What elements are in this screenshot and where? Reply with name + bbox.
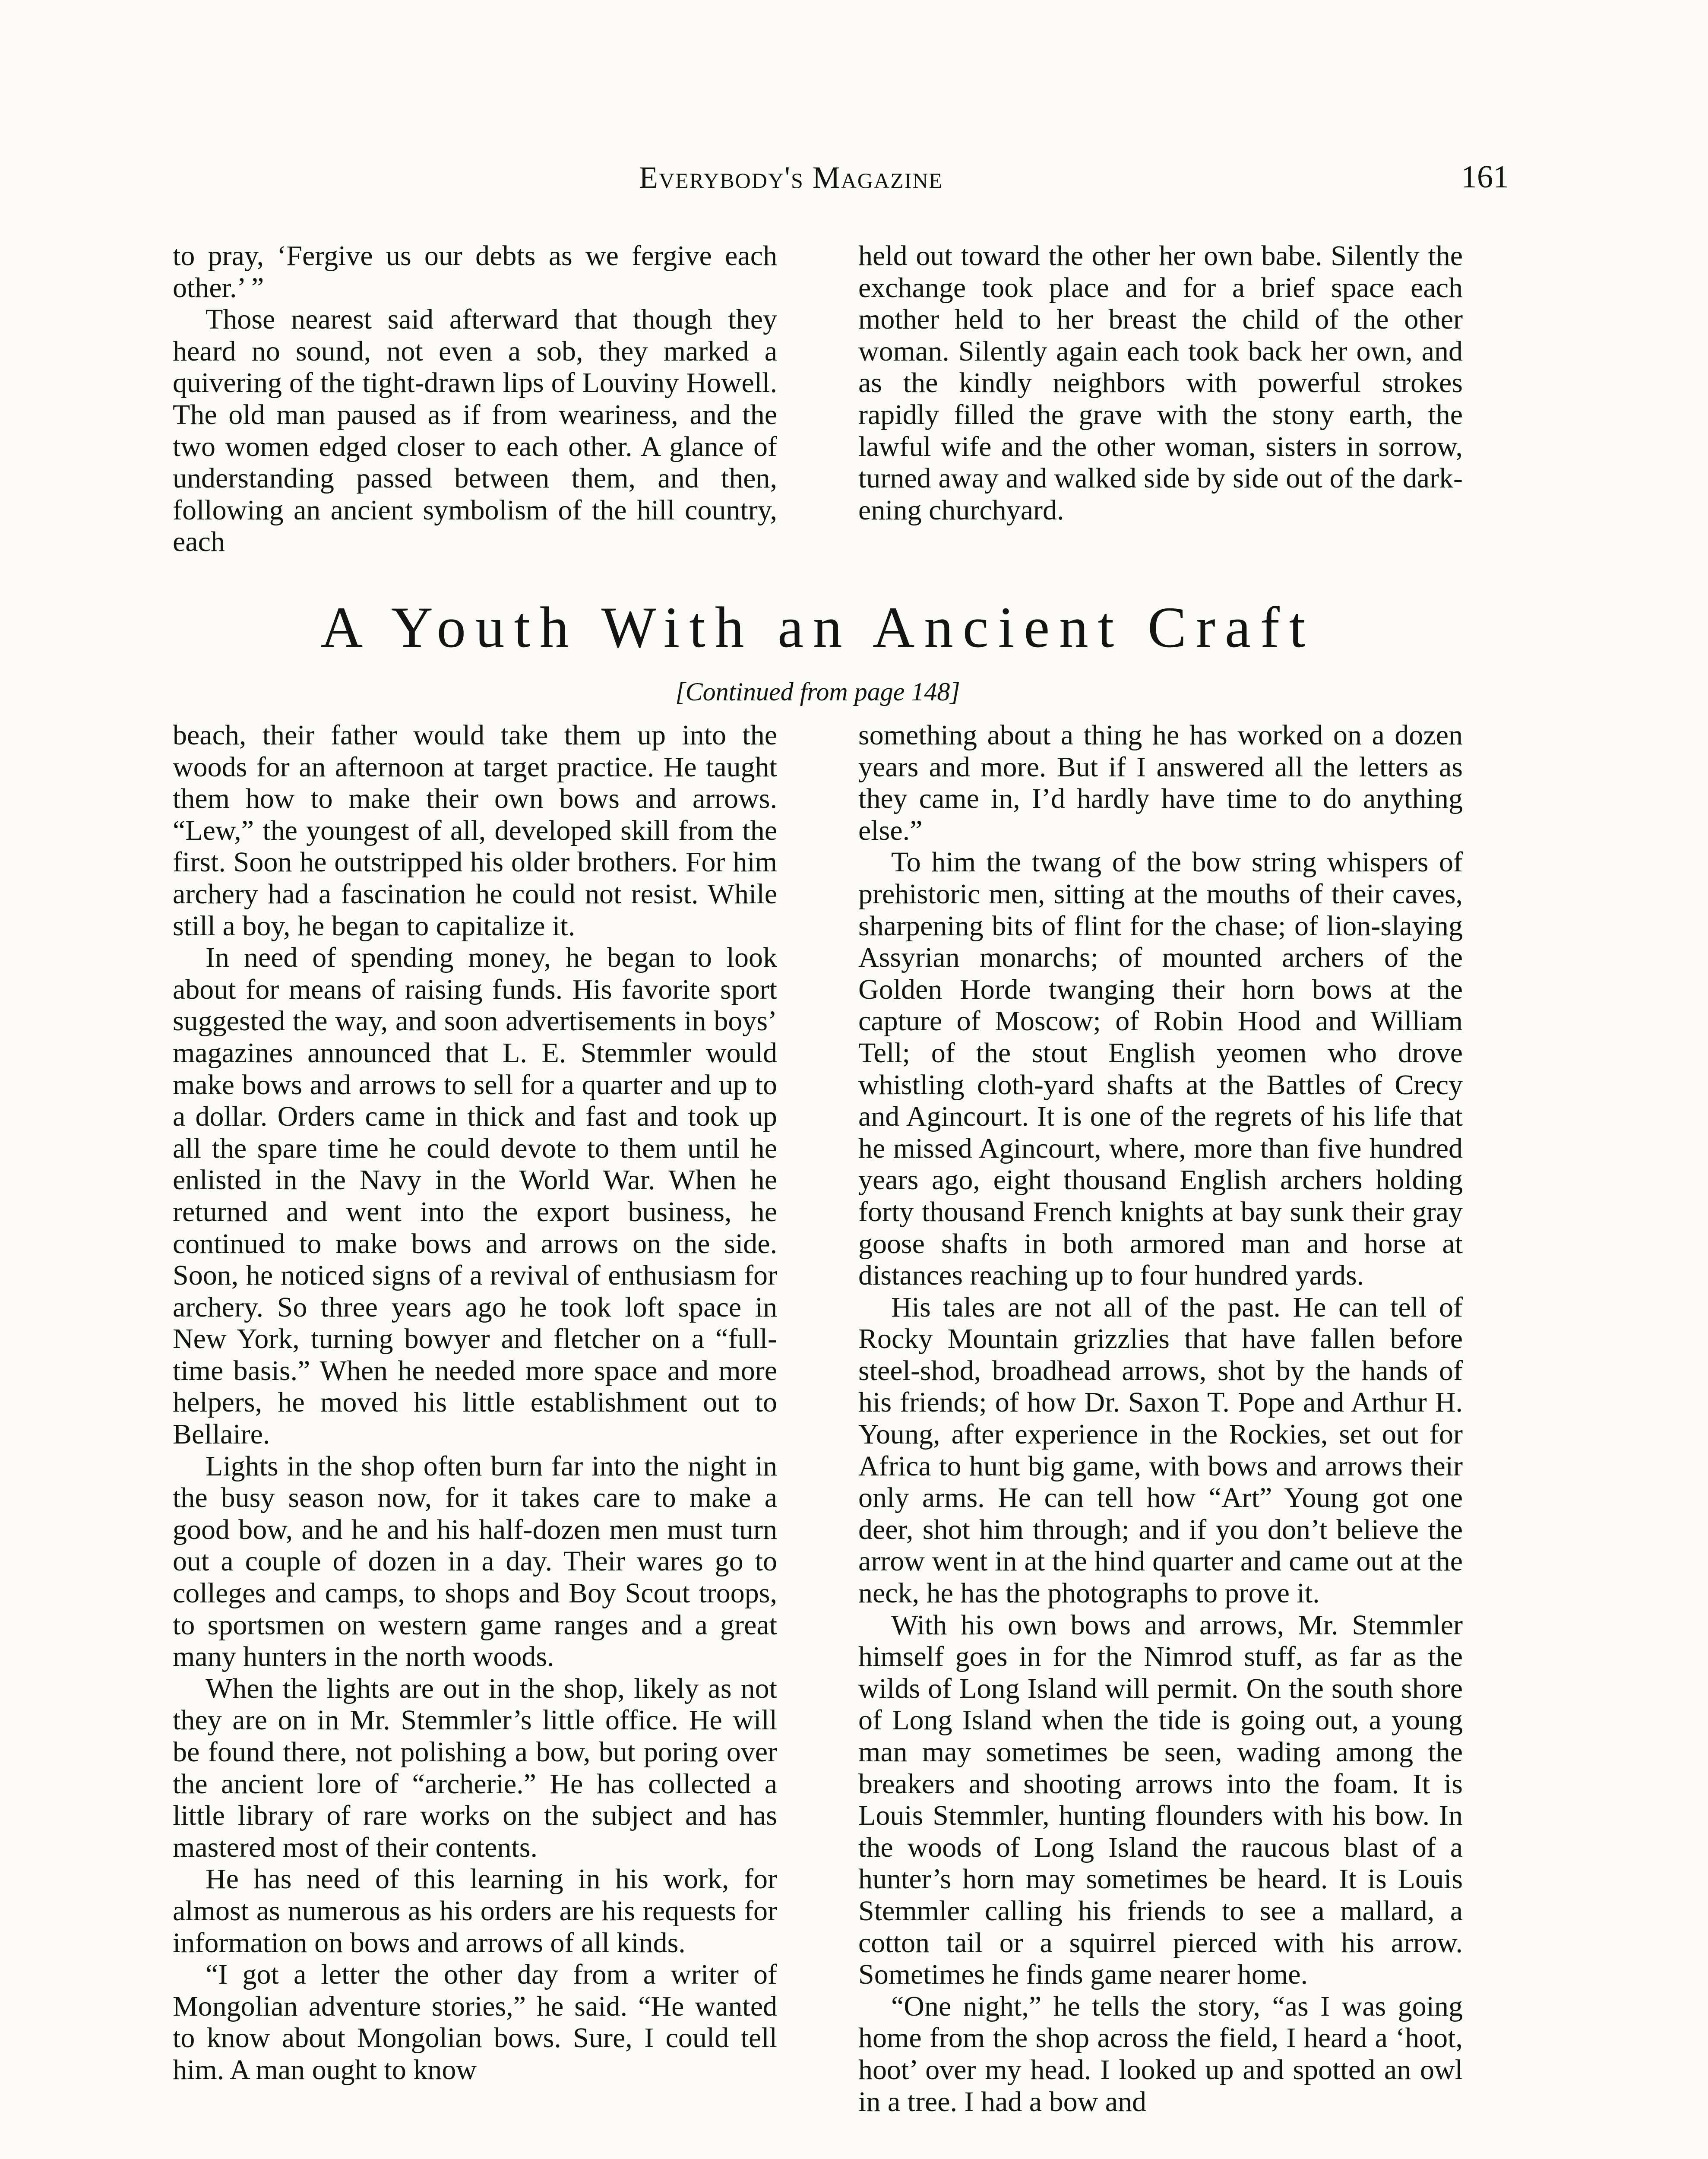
- paragraph: beach, their father would take them up into the woods for an afternoon at target practice. He taught them how to make their own bows and arrows. “Lew,” the youngest of all, developed skill from the first. Soon he outstripped his older brothers. For him archery had a fascination he could not resist. While still a boy, he began to capitalize it.: [173, 719, 777, 942]
- paragraph: Those nearest said afterward that though they heard no sound, not even a sob, they marked a quivering of the tight-drawn lips of Louviny Howell. The old man paused as if from weariness, and the two women edged closer to each other. A glance of understanding passed between them, and then, following an ancient symbolism of the hill country, each: [173, 304, 777, 558]
- paragraph: Lights in the shop often burn far into the night in the busy season now, for it takes care to make a good bow, and he and his half-dozen men must turn out a couple of dozen in a day. Their wares go to colleges and camps, to shops and Boy Scout troops, to sportsmen on western game ranges and a great many hunters in the north woods.: [173, 1450, 777, 1673]
- page-number: 161: [1461, 159, 1509, 195]
- running-head: Everybody's Magazine: [639, 160, 943, 195]
- previous-story-right-column: [858, 240, 1463, 526]
- paragraph: “One night,” he tells the story, “as I was going home from the shop across the field, I heard a ‘hoot, hoot’ over my head. I looked up and spotted an owl in a tree. I had a bow and: [858, 1990, 1463, 2118]
- article-left-column: [173, 719, 777, 2086]
- paragraph: He has need of this learning in his work, for almost as numerous as his orders are his requests for information on bows and arrows of all kinds.: [173, 1863, 777, 1959]
- paragraph: His tales are not all of the past. He can tell of Rocky Mountain grizzlies that have fallen before steel-shod, broadhead arrows, shot by the hands of his friends; of how Dr. Saxon T. Pope and Arthur H. Young, after experience in the Rockies, set out for Africa to hunt big game, with bows and arrows their only arms. He can tell how “Art” Young got one deer, shot him through; and if you don’t believe the arrow went in at the hind quarter and came out at the neck, he has the photographs to prove it.: [858, 1291, 1463, 1609]
- previous-story-left-column: [173, 240, 777, 558]
- paragraph: In need of spending money, he began to look about for means of raising funds. His favorite sport suggested the way, and soon advertisements in boys’ magazines announced that L. E. Stemmler would make bows and arrows to sell for a quarter and up to a dollar. Orders came in thick and fast and took up all the spare time he could devote to them until he enlisted in the Navy in the World War. When he returned and went into the export business, he continued to make bows and arrows on the side. Soon, he noticed signs of a revival of enthusiasm for archery. So three years ago he took loft space in New York, turning bowyer and fletcher on a “full-time basis.” When he needed more space and more helpers, he moved his little establishment out to Bellaire.: [173, 942, 777, 1450]
- paragraph: To him the twang of the bow string whispers of prehistoric men, sitting at the mouths of their caves, sharpening bits of flint for the chase; of lion-slaying Assyrian monarchs; of mounted archers of the Golden Horde twanging their horn bows at the capture of Moscow; of Robin Hood and William Tell; of the stout English yeomen who drove whistling cloth-yard shafts at the Battles of Crecy and Agincourt. It is one of the regrets of his life that he missed Agincourt, where, more than five hundred years ago, eight thousand English archers holding forty thousand French knights at bay sunk their gray goose shafts in both armored man and horse at distances reaching up to four hundred yards.: [858, 846, 1463, 1292]
- article-right-column: [858, 719, 1463, 2118]
- paragraph: held out toward the other her own babe. Silently the exchange took place and for a brief space each mother held to her breast the child of the other woman. Silently again each took back her own, and as the kindly neighbors with powerful strokes rapidly filled the grave with the stony earth, the lawful wife and the other woman, sisters in sorrow, turned away and walked side by side out of the darkening churchyard.: [858, 240, 1463, 526]
- continued-note: [Continued from page 148]: [675, 677, 960, 706]
- paragraph: “I got a letter the other day from a writer of Mongolian adventure stories,” he said. “He wanted to know about Mongolian bows. Sure, I could tell him. A man ought to know: [173, 1959, 777, 2086]
- article-title: A Youth With an Ancient Craft: [320, 595, 1315, 660]
- paragraph: With his own bows and arrows, Mr. Stemmler himself goes in for the Nimrod stuff, as far as the wilds of Long Island will permit. On the south shore of Long Island when the tide is going out, a young man may sometimes be seen, wading among the breakers and shooting arrows into the foam. It is Louis Stemmler, hunting flounders with his bow. In the woods of Long Island the raucous blast of a hunter’s horn may sometimes be heard. It is Louis Stemmler calling his friends to see a mallard, a cotton tail or a squirrel pierced with his arrow. Sometimes he finds game nearer home.: [858, 1609, 1463, 1991]
- paragraph: something about a thing he has worked on a dozen years and more. But if I answered all the letters as they came in, I’d hardly have time to do anything else.”: [858, 719, 1463, 846]
- paragraph: to pray, ‘Fergive us our debts as we fergive each other.’ ”: [173, 240, 777, 304]
- paragraph: When the lights are out in the shop, likely as not they are on in Mr. Stemmler’s little office. He will be found there, not polishing a bow, but poring over the ancient lore of “archerie.” He has collected a little library of rare works on the subject and has mastered most of their contents.: [173, 1672, 777, 1863]
